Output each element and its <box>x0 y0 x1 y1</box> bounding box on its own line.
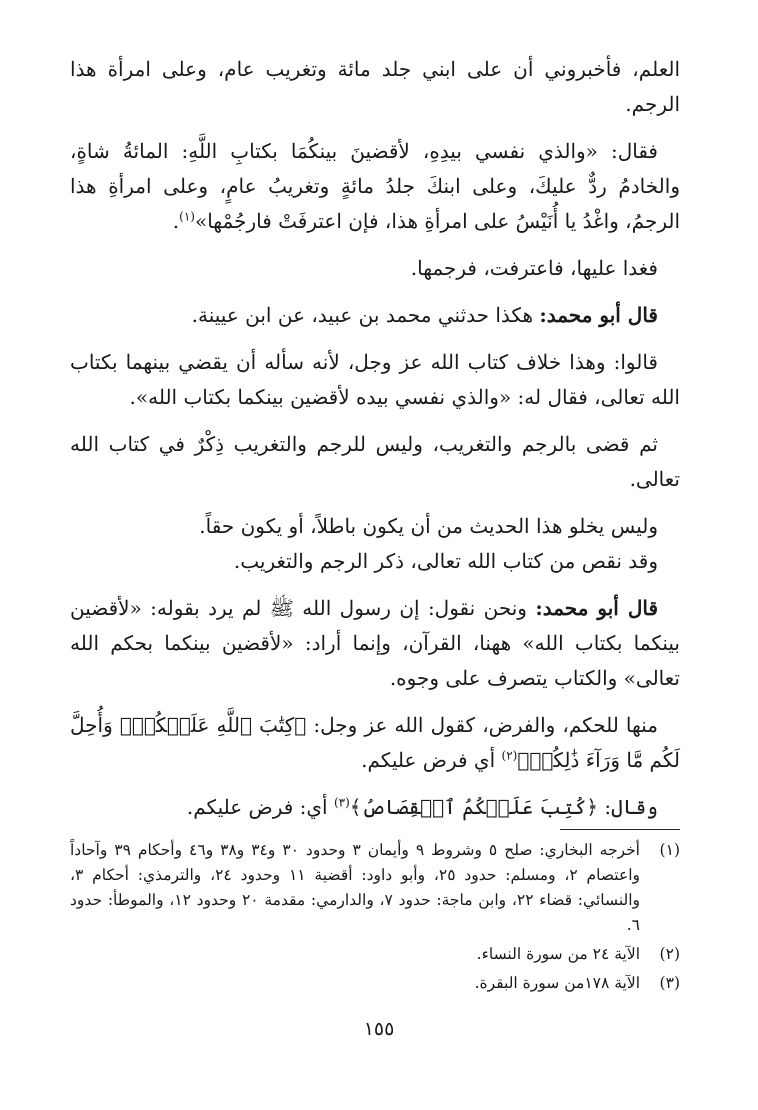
paragraph-3: فغدا عليها، فاعترفت، فرجمها. <box>410 256 658 280</box>
paragraph-6: ثم قضى بالرجم والتغريب، وليس للرجم والتغريب ذِكْرٌ في كتاب الله تعالى. <box>70 432 680 491</box>
footnote-text: الآية ٢٤ من سورة النساء. <box>476 945 640 963</box>
footnote-3 <box>70 971 680 996</box>
paragraph-1: العلم، فأخبروني أن على ابني جلد مائة وتغريب عام، وعلى امرأة هذا الرجم. <box>70 57 680 116</box>
paragraph-2: فقال: «والذي نفسي بيدِهِ، لأقضينَ بينكُمَا بكتابِ اللَّهِ: المائةُ شاةٍ، والخادمُ ردٌّ عليكَ، وعلى ابنكَ جلدُ مائةٍ وتغريبُ عامٍ، وعلى امرأةِ هذا الرجمُ، واغْدُ يا أُنَيْسُ على امرأةِ هذا، فإن اعترفَتْ فارجُمْها»$^{(١)}$. <box>70 139 680 233</box>
page-number: ١٥٥ <box>363 1018 395 1040</box>
footnote-1 <box>70 838 680 938</box>
footnote-2 <box>70 942 680 967</box>
speaker-label-2: قال أبو محمد: <box>535 596 659 620</box>
paragraph-8: وقد نقص من كتاب الله تعالى، ذكر الرجم والتغريب. <box>233 549 658 573</box>
footnote-ref-3[interactable]: (٣) <box>333 795 350 810</box>
paragraph-7: وليس يخلو هذا الحديث من أن يكون باطلاً، أو يكون حقاً. <box>199 514 658 538</box>
speaker-label: قال أبو محمد: <box>539 303 658 327</box>
footnote-number: (١) <box>659 841 680 859</box>
paragraph-9: قال أبو محمد: ونحن نقول: إن رسول الله ﷺ لم يرد بقوله: «لأقضين بينكما بكتاب الله» ههنا، القرآن، وإنما أراد: «لأقضين بينكما بحكم الله تعالى» والكتاب يتصرف على وجوه. <box>70 596 680 690</box>
paragraph-5: قالوا: وهذا خلاف كتاب الله عز وجل، لأنه سأله أن يقضي بينهما بكتاب الله تعالى، فقال له: «والذي نفسي بيده لأقضين بينكما بكتاب الله». <box>70 350 680 409</box>
footnote-text: أخرجه البخاري: صلح ٥ وشروط ٩ وأيمان ٣ وحدود ٣٠ و٣٤ و٣٨ و٤٦ وأحكام ٣٩ وآحاداً واعتصام ٢، ومسلم: حدود ٢٥، وأبو داود: أقضية ١١ وحدود ٢٤، والترمذي: أحكام ٣، والنسائي: قضاء ٢٢، وابن ماجة: حدود ٧، والدارمي: مقدمة ٢٠ وحدود ١٢، والموطأ: حدود ٦. <box>70 841 641 934</box>
footnote-ref-2[interactable]: (٢) <box>501 748 518 763</box>
paragraph-11: وقال: ﴿كُتِبَ عَلَيۡكُمُ ٱلۡقِصَاصُ﴾$^{(٣)}$ أي: فرض عليكم. <box>186 795 658 819</box>
footnote-text: الآية ١٧٨من سورة البقرة. <box>474 974 640 992</box>
footnote-ref-1[interactable]: (١) <box>179 209 195 224</box>
main-text <box>70 52 680 837</box>
footnotes <box>70 838 680 1000</box>
footnote-number: (٣) <box>659 974 680 992</box>
paragraph-4: قال أبو محمد: هكذا حدثني محمد بن عبيد، عن ابن عيينة. <box>191 303 658 327</box>
paragraph-10: منها للحكم، والفرض، كقول الله عز وجل: ﴿كِتَٰبَ ٱللَّهِ عَلَيۡكُمۡۚ وَأُحِلَّ لَكُم مَّا وَرَآءَ ذَٰلِكُمۡ﴾$^{(٢)}$ أي فرض عليكم. <box>70 713 680 772</box>
footnote-divider <box>560 829 680 830</box>
footnote-number: (٢) <box>659 945 680 963</box>
